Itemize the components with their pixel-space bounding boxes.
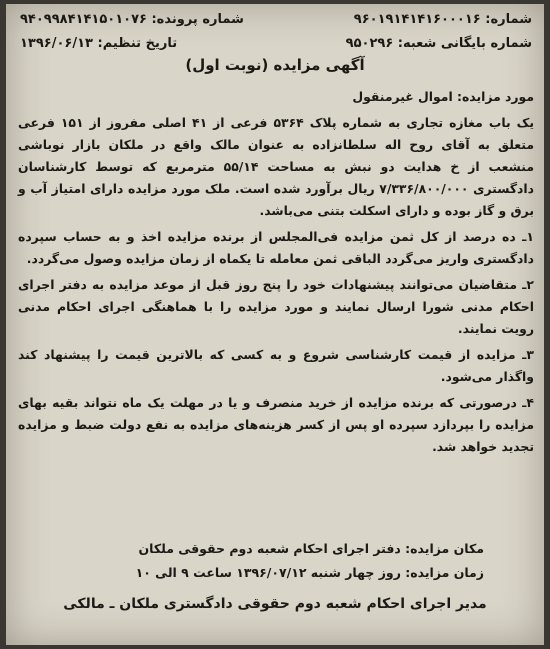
notice-body — [18, 86, 534, 462]
property-description: یک باب مغازه تجاری به شماره پلاک ۵۳۶۴ فرعی از ۴۱ اصلی مفروز از ۱۵۱ فرعی متعلق به آقای روح اله سلطانزاده به عنوان مالک واقع در ملکان بازار نوباشی منشعب از خ هدایت دو نبش به مساحت ۵۵/۱۴ مترمربع که توسط کارشناسان دادگستری ۷/۳۳۶/۸۰۰/۰۰۰ ریال برآورد شده است. ملک مورد مزایده دارای امتیاز آب و برق و گاز بوده و دارای اسکلت بتنی می‌باشد. — [18, 115, 534, 218]
file-number: شماره پرونده: ۹۴۰۹۹۸۴۱۴۱۵۰۱۰۷۶ — [20, 12, 244, 27]
condition-item: ۳ـ مزایده از قیمت کارشناسی شروع و به کسی که بالاترین قیمت را پیشنهاد کند واگذار می‌شود. — [18, 347, 534, 384]
auction-subject: مورد مزایده: اموال غیرمنقول — [352, 89, 534, 104]
issue-date: تاریخ تنظیم: ۱۳۹۶/۰۶/۱۳ — [20, 36, 178, 51]
auction-place: مکان مزایده: دفتر اجرای احکام شعبه دوم حقوقی ملکان — [138, 541, 484, 556]
notice-title: آگهی مزایده (نوبت اول) — [185, 56, 365, 74]
archive-number: شماره بایگانی شعبه: ۹۵۰۲۹۶ — [345, 36, 532, 51]
notice-number: شماره: ۹۶۰۱۹۱۴۱۴۱۶۰۰۰۱۶ — [353, 12, 532, 27]
condition-item: ۲ـ متقاضیان می‌توانند پیشنهادات خود را پنج روز قبل از موعد مزایده به دفتر اجرای احکام مدنی شورا ارسال نمایند و مورد مزایده را با هماهنگی اجرای احکام مدنی رویت نمایند. — [18, 277, 534, 336]
auction-time: زمان مزایده: روز چهار شنبه ۱۳۹۶/۰۷/۱۲ ساعت ۹ الی ۱۰ — [135, 565, 484, 580]
notice-clipping — [6, 4, 544, 645]
condition-item: ۱ـ ده درصد از کل ثمن مزایده فی‌المجلس از برنده مزایده اخذ و به حساب سپرده دادگستری واریز می‌گردد الباقی ثمن معامله تا یکماه از زمان مزایده وصول می‌گردد. — [18, 229, 534, 266]
condition-item: ۴ـ درصورتی که برنده مزایده از خرید منصرف و یا در مهلت یک ماه نتواند بقیه بهای مزایده را بپردازد سپرده او پس از کسر هزینه‌های مزایده به نفع دولت ضبط و مزایده تجدید خواهد شد. — [18, 395, 534, 454]
signature-line: مدیر اجرای احکام شعبه دوم حقوقی دادگستری ملکان ـ مالکی — [63, 596, 487, 612]
